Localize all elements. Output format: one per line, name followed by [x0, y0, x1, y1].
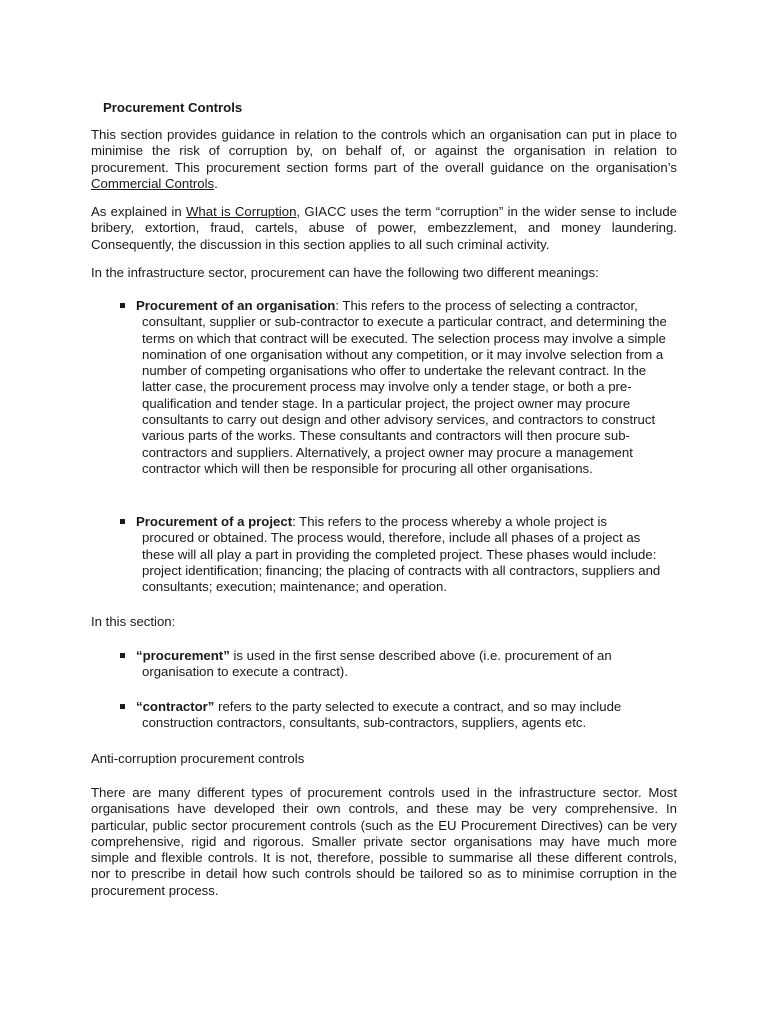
page-title: Procurement Controls — [103, 100, 243, 115]
bullet-lead: Procurement of a project — [136, 514, 293, 529]
bullet-first-line: refers to the party selected to execute a contract, and so may include — [214, 699, 622, 714]
section-subheading: Anti-corruption procurement controls — [91, 751, 305, 766]
bullet-square-icon — [120, 303, 125, 308]
commercial-controls-link[interactable]: Commercial Controls — [91, 175, 215, 191]
bullet-first-line: : This refers to the process whereby a whole project is — [292, 514, 608, 529]
intro-paragraph — [91, 127, 677, 192]
bullet-lead: Procurement of an organisation — [136, 298, 336, 313]
bullet-continuation: consultant, supplier or sub-contractor to execute a particular contract, and determining the terms on which that contract will be executed. The selection process may involve a simple nomination of one organisation without any competition, or it may involve selection from a number of competing organisations who offer to undertake the relevant contract. In the latter case, the procurement process may involve only a tender stage, or both a pre-qualification and tender stage. In a particular project, the project owner may procure consultants to carry out design and other advisory services, and contractors to construct various parts of the works. These consultants and contractors will then procure sub-contractors and suppliers. Alternatively, a project owner may procure a management contractor which will then be responsible for procuring all other organisations. — [142, 314, 667, 476]
intro-text-b: . — [214, 175, 218, 191]
bullet-text — [136, 298, 676, 477]
bullet-square-icon — [120, 519, 125, 524]
bullet-first-line: is used in the first sense described above (i.e. procurement of an — [229, 648, 612, 663]
corruption-text-b: , GIACC uses the term “corruption” in the wider sense to include bribery, extortion, fraud, cartels, abuse of power, embezzlement, and money laundering. Consequently, the discussion in this section applies to all such criminal activity. — [91, 204, 678, 252]
bullet-lead: “procurement” — [136, 648, 230, 663]
what-is-corruption-link[interactable]: What is Corruption — [185, 204, 297, 219]
bullet-square-icon — [120, 704, 125, 709]
bullet-text — [136, 514, 676, 595]
bullet-text — [136, 699, 676, 732]
meanings-intro: In the infrastructure sector, procurement can have the following two different meanings: — [91, 265, 599, 280]
bullet-first-line: : This refers to the process of selecting a contractor, — [335, 298, 638, 313]
corruption-paragraph — [91, 204, 677, 253]
closing-paragraph: There are many different types of procurement controls used in the infrastructure sector. Most organisations have developed their own controls, and these may be very comprehensive. In particular, public sector procurement controls (such as the EU Procurement Directives) can be very comprehensive, rigid and rigorous. Smaller private sector organisations may have much more simple and flexible controls. It is not, therefore, possible to summarise all these different controls, nor to prescribe in detail how such controls should be tailored so as to minimise corruption in the procurement process. — [91, 785, 677, 898]
bullet-continuation: procured or obtained. The process would, therefore, include all phases of a project as these will all play a part in providing the completed project. These phases would include: project identification; financing; the placing of contracts with all contractors, suppliers and consultants; execution; maintenance; and operation. — [142, 530, 661, 595]
bullet-square-icon — [120, 653, 125, 658]
bullet-continuation: organisation to execute a contract). — [142, 664, 348, 680]
bullet-text — [136, 648, 676, 681]
intro-text-a: This section provides guidance in relation to the controls which an organisation can put in place to minimise the risk of corruption by, on behalf of, or against the organisation in relation to procurement. This procurement section forms part of the overall guidance on the organisation’s — [91, 127, 677, 175]
corruption-text-a: As explained in — [91, 204, 186, 219]
bullet-continuation: construction contractors, consultants, sub-contractors, suppliers, agents etc. — [142, 715, 587, 731]
bullet-lead: “contractor” — [136, 699, 215, 714]
section-intro: In this section: — [91, 614, 176, 629]
